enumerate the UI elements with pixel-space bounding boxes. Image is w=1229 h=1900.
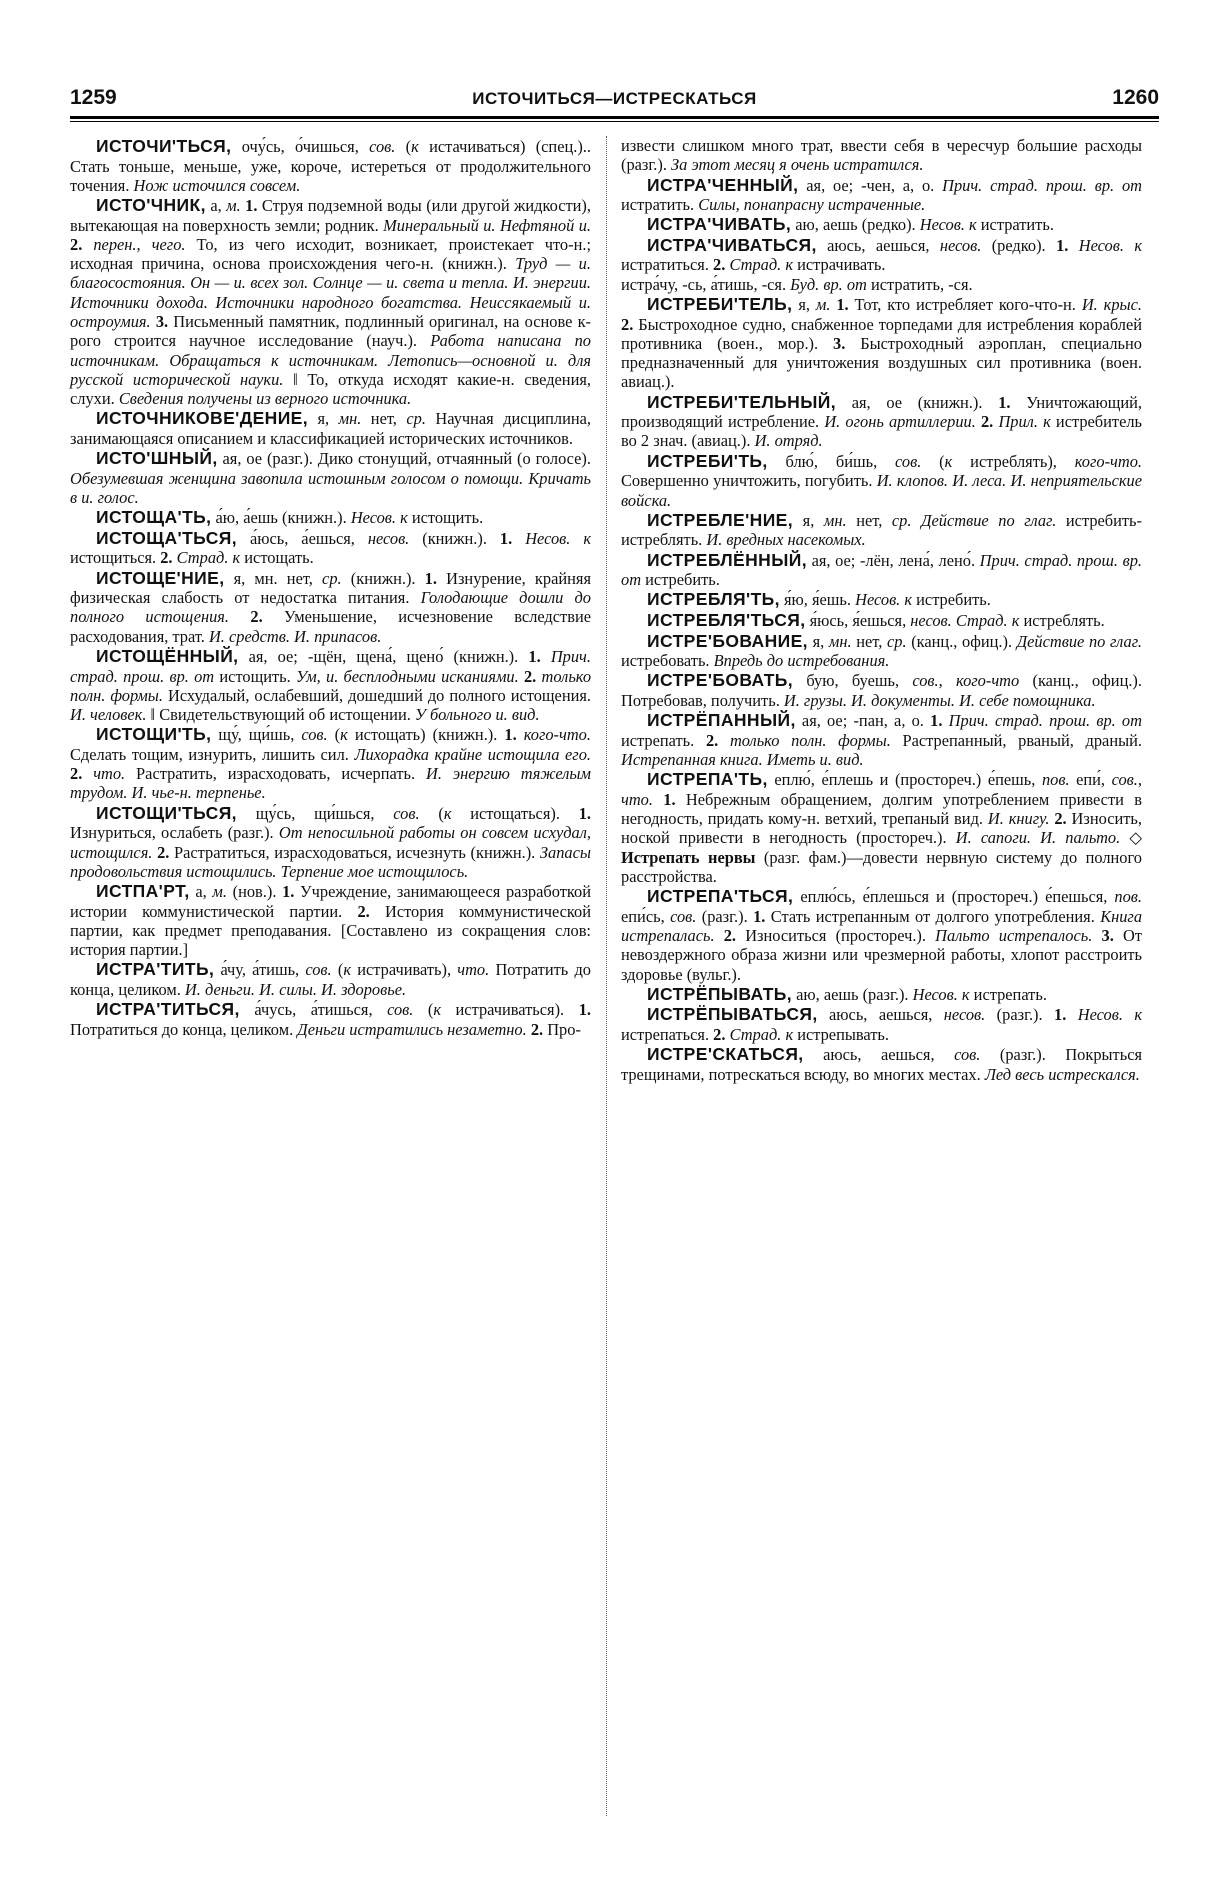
entry-body: а́юсь, а́ешься, несов. (книжн.). 1. Несов. к истощиться. 2. Страд. к истощать. [70, 528, 591, 568]
entry-body: я, м. 1. Тот, кто истребляет кого-что-н. И. крыс. 2. Быстроходное судно, снабженное торпедами для истребления кораблей противника (воен., мор.). 3. Быстроходный аэроплан, специально предназначенный для уничтожения воздушных сил противника (воен. авиац.). [621, 295, 1142, 392]
entry-body: а́чу, а́тишь, сов. (к истрачивать), что. Потратить до конца, целиком. И. деньги. И. силы. И. здоровье. [70, 960, 591, 999]
entry-headword: ИСТРА'ЧЕННЫЙ, [647, 174, 799, 195]
left-page-number: 1259 [70, 86, 117, 109]
dictionary-entry [70, 646, 591, 724]
entry-body: я́ю, я́ешь. Несов. к истребить. [784, 590, 991, 610]
entry-body: очу́сь, о́чишься, сов. (к истачиваться) (спец.).. Стать тоньше, меньше, уже, короче, истереться от продолжительного точения. Нож источился совсем. [70, 137, 592, 195]
entry-headword: ИСТРЁПАННЫЙ, [647, 710, 796, 731]
entry-headword: ИСТРЕБЛЕ'НИЕ, [647, 509, 794, 530]
entry-body: ая, ое; -пан, а, о. 1. Прич. страд. прош. вр. от истрепать. 2. только полн. формы. Растрепанный, рваный, драный. Истрепанная книга. Иметь и. вид. [621, 711, 1142, 770]
header-rule [70, 116, 1159, 122]
entry-body: бую, буешь, сов., кого-что (канц., офиц.). Потребовав, получить. И. грузы. И. документы. И. себе помощника. [621, 671, 1142, 710]
entry-headword: ИСТРЕ'БОВАНИЕ, [647, 630, 808, 651]
entry-body: аюсь, аешься, несов. (редко). 1. Несов. к истратиться. 2. Страд. к истрачивать. [621, 235, 1142, 275]
entry-headword: ИСТРА'ЧИВАТЬ, [647, 214, 792, 235]
entry-body: а, м. (нов.). 1. Учреждение, занимающееся разработкой истории коммунистической партии. 2. История коммунистической партии, как предмет преподавания. [Составлено из сокращения слов: история партии.] [70, 882, 591, 960]
dictionary-entry [621, 610, 1142, 631]
dictionary-entry [621, 589, 1142, 610]
dictionary-entry [621, 550, 1142, 590]
running-head: ИСТОЧИТЬСЯ—ИСТРЕСКАТЬСЯ [472, 89, 757, 108]
entry-body: истра́чу, -сь, а́тишь, -ся. Буд. вр. от истратить, -ся. [621, 274, 973, 294]
entry-headword: ИСТРЕБЛЁННЫЙ, [647, 549, 807, 570]
dictionary-entry [70, 803, 591, 881]
dictionary-entry [70, 959, 591, 999]
dictionary-entry [621, 710, 1142, 769]
entry-continuation [621, 136, 1142, 175]
entry-body: извести слишком много трат, ввести себя в чересчур большие расходы (разг.). За этот месяц я очень истратился. [621, 136, 1142, 175]
entry-headword: ИСТОЧНИКОВЕ'ДЕНИЕ, [96, 408, 309, 429]
entry-body: а, м. 1. Струя подземной воды (или другой жидкости), вытекающая на поверхность земли; родник. Минеральный и. Нефтяной и. 2. перен., чего. То, из чего исходит, возникает, проистекает что-н.; исходная причина, основа происхождения чего-н. (книжн.). Труд — и. благосостояния. Он — и. всех зол. Солнце — и. света и тепла. И. энергии. Источники дохода. Источники народного богатства. Неиссякаемый и. остроумия. 3. Письменный памятник, подлинный оригинал, на основе к-рого строится научное исследование (науч.). Работа написана по источникам. Обращаться к источникам. Летопись—основной и. для русской исторической науки. ‖ То, откуда исходят какие-н. сведения, слухи. Сведения получены из верного источника. [70, 196, 591, 409]
dictionary-entry [70, 448, 591, 507]
entry-body: а́чусь, а́тишься, сов. (к истрачиваться). 1. Потратиться до конца, целиком. Деньги истратились незаметно. 2. Про- [70, 1000, 591, 1039]
dictionary-entry [70, 568, 591, 646]
dictionary-entry [621, 886, 1142, 984]
entry-body: еплю́сь, е́плешься и (простореч.) е́пешься, пов. епи́сь, сов. (разг.). 1. Стать истрепанным от долгого употребления. Книга истрепалась. 2. Износиться (простореч.). Пальто истрепалось. 3. От невоздержного образа жизни или чрезмерной работы, хлопот расстроить здоровье (вульг.). [621, 887, 1143, 984]
entry-headword: ИСТРЕ'БОВАТЬ, [647, 670, 794, 691]
dictionary-entry [70, 724, 591, 802]
right-page-number: 1260 [1112, 86, 1159, 109]
dictionary-entry [621, 510, 1142, 550]
entry-body: аюсь, аешься, сов. (разг.). Покрыться трещинами, потрескаться всюду, во многих местах. Лед весь истрескался. [621, 1045, 1143, 1084]
entry-body: аюсь, аешься, несов. (разг.). 1. Несов. к истрепаться. 2. Страд. к истрепывать. [621, 1005, 1143, 1044]
entry-headword: ИСТО'ЧНИК, [96, 195, 206, 216]
dictionary-entry [70, 408, 591, 448]
entry-headword: ИСТПА'РТ, [96, 881, 190, 902]
dictionary-entry [70, 881, 591, 959]
dictionary-entry [70, 999, 591, 1039]
dictionary-entry [621, 984, 1142, 1005]
entry-body: ая, ое; -лён, лена́, лено́. Прич. страд. прош. вр. от истребить. [621, 550, 1142, 590]
dictionary-entry [621, 769, 1142, 886]
entry-body: ая, ое (разг.). Дико стонущий, отчаянный (о голосе). Обезумевшая женщина завопила истошным голосом о помощи. Кричать в и. голос. [70, 449, 591, 507]
dictionary-entry [621, 294, 1142, 392]
entry-body: блю́, би́шь, сов. (к истреблять), кого-что. Совершенно уничтожить, погубить. И. клопов. И. леса. И. неприятельские войска. [621, 451, 1143, 510]
dictionary-entry [70, 195, 591, 408]
entry-headword: ИСТРЕБИ'ТЕЛЬ, [647, 294, 793, 315]
right-column [621, 136, 1142, 1816]
dictionary-entry [70, 528, 591, 568]
entry-body: ая, ое (книжн.). 1. Уничтожающий, производящий истребление. И. огонь артиллерии. 2. Прил. к истребитель во 2 знач. (авиац.). И. отряд. [621, 392, 1143, 451]
entry-headword: ИСТОЧИ'ТЬСЯ, [96, 136, 232, 156]
entry-headword: ИСТРЕ'СКАТЬСЯ, [647, 1044, 804, 1065]
entry-body: ая, ое; -щён, щена́, щено́ (книжн.). 1. Прич. страд. прош. вр. от истощить. Ум, и. бесплодными исканиями. 2. только полн. формы. Исхудалый, ослабевший, дошедший до полного истощения. И. человек. ‖ Свидетельствующий об истощении. У больного и. вид. [70, 646, 592, 725]
entry-body: щу́, щи́шь, сов. (к истощать) (книжн.). 1. кого-что. Сделать тощим, изнурить, лишить сил. Лихорадка крайне истощила его. 2. что. Растратить, израсходовать, исчерпать. И. энергию тяжелым трудом. И. чье-н. терпенье. [70, 725, 591, 803]
entry-body: а́ю, а́ешь (книжн.). Несов. к истощить. [215, 508, 484, 528]
entry-body: ая, ое; -чен, а, о. Прич. страд. прош. вр. от истратить. Силы, понапрасну истраченные. [621, 175, 1142, 215]
entry-headword: ИСТОЩЁННЫЙ, [96, 645, 239, 666]
entry-headword: ИСТОЩЕ'НИЕ, [96, 567, 225, 588]
entry-headword: ИСТРЕБЛЯ'ТЬ, [647, 589, 780, 610]
entry-headword: ИСТОЩИ'ТЬСЯ, [96, 802, 237, 823]
dictionary-entry [70, 507, 591, 528]
text-columns [70, 136, 1159, 1816]
entry-headword: ИСТОЩА'ТЬСЯ, [96, 527, 237, 548]
entry-body: я, мн. нет, ср. (канц., офиц.). Действие по глаг. истребовать. Впредь до истребования. [621, 631, 1142, 671]
entry-body: аю, аешь (редко). Несов. к истратить. [795, 215, 1054, 235]
dictionary-entry [621, 235, 1142, 275]
dictionary-entry [621, 670, 1142, 710]
entry-headword: ИСТРЁПЫВАТЬ, [647, 983, 793, 1004]
left-column [70, 136, 591, 1816]
dictionary-entry [621, 214, 1142, 235]
dictionary-entry [621, 451, 1142, 510]
entry-body: я, мн. нет, ср. Научная дисциплина, занимающаяся описанием и классификацией исторических источников. [70, 409, 591, 448]
entry-body: я, мн. нет, ср. (книжн.). 1. Изнурение, крайняя физическая слабость от недостатка питания. Голодающие дошли до полного истощения. 2. Уменьшение, исчезновение вследствие расходования, трат. И. средств. И. припасов. [70, 568, 591, 646]
entry-headword: ИСТРЕБИ'ТЕЛЬНЫЙ, [647, 391, 836, 412]
entry-headword: ИСТРЕПА'ТЬСЯ, [647, 886, 794, 907]
entry-headword: ИСТРЁПЫВАТЬСЯ, [647, 1004, 818, 1025]
dictionary-entry [70, 136, 591, 195]
entry-headword: ИСТРЕБЛЯ'ТЬСЯ, [647, 610, 806, 631]
dictionary-entry [621, 1044, 1142, 1084]
dictionary-entry [621, 392, 1142, 451]
entry-headword: ИСТОЩА'ТЬ, [96, 507, 212, 528]
entry-headword: ИСТРА'ТИТЬСЯ, [96, 999, 240, 1020]
dictionary-entry [621, 175, 1142, 215]
entry-body: аю, аешь (разг.). Несов. к истрепать. [796, 984, 1047, 1004]
dictionary-entry [621, 631, 1142, 671]
entry-body: я, мн. нет, ср. Действие по глаг. истребить-истреблять. И. вредных насекомых. [621, 510, 1142, 550]
entry-continuation [621, 275, 1142, 294]
entry-headword: ИСТРЕБИ'ТЬ, [647, 450, 768, 471]
entry-body: я́юсь, я́ешься, несов. Страд. к истреблять. [809, 611, 1105, 631]
entry-headword: ИСТРЕПА'ТЬ, [647, 769, 768, 790]
entry-headword: ИСТО'ШНЫЙ, [96, 448, 218, 469]
entry-body: щу́сь, щи́шься, сов. (к истощаться). 1. Изнуриться, ослабеть (разг.). От непосильной работы он совсем исхудал, истощился. 2. Растратиться, израсходоваться, исчезнуть (книжн.). Запасы продовольствия истощились. Терпение мое истощилось. [70, 803, 591, 881]
dictionary-entry [621, 1004, 1142, 1044]
column-divider [606, 136, 608, 1816]
entry-headword: ИСТРА'ЧИВАТЬСЯ, [647, 234, 817, 255]
entry-headword: ИСТОЩИ'ТЬ, [96, 724, 212, 745]
page-header [70, 86, 1159, 116]
entry-headword: ИСТРА'ТИТЬ, [96, 959, 215, 980]
entry-body: еплю́, е́плешь и (простореч.) е́пешь, пов. епи́, сов., что. 1. Небрежным обращением, долгим употреблением привести в негодность, придать кому-н. ветхий, трепаный вид. И. книгу. 2. Износить, ноской привести в негодность (простореч.). И. сапоги. И. пальто. ◇ Истрепать нервы (разг. фам.)—довести нервную систему до полного расстройства. [621, 770, 1142, 886]
